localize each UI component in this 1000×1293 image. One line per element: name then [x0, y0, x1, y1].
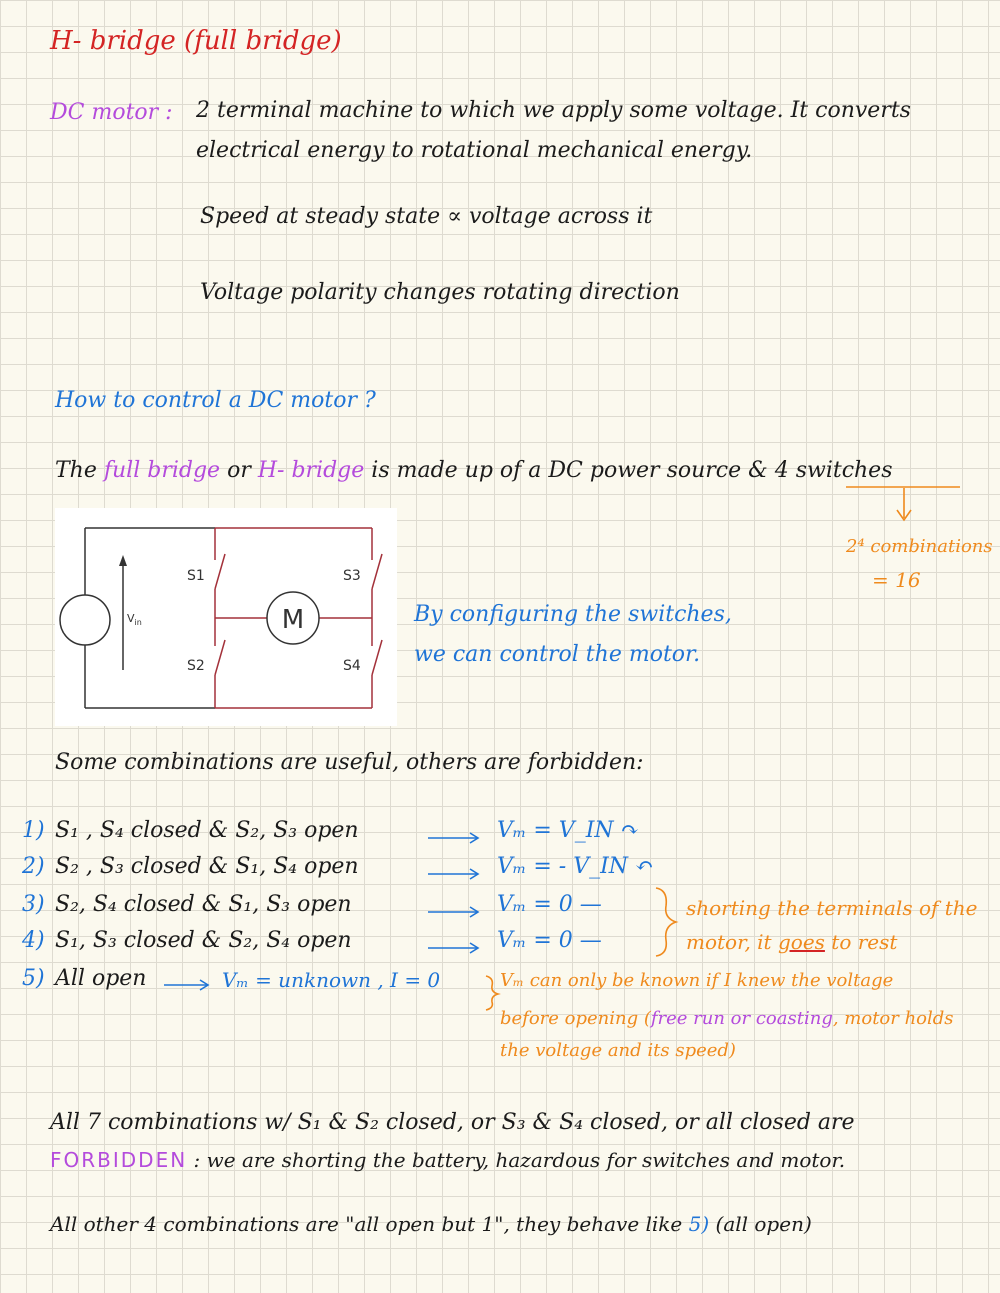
row-5-note-before: before opening (: [500, 1008, 651, 1029]
shorting-note-line1: shorting the terminals of the: [686, 896, 978, 920]
intro-full-bridge: full bridge: [103, 458, 221, 483]
shorting-brace: [656, 888, 676, 956]
switch-s2-label: S2: [187, 658, 205, 674]
row-4-number: 4): [22, 928, 45, 953]
row-5-brace: [486, 976, 498, 1010]
intro-the: The: [55, 458, 97, 483]
control-question-heading: How to control a DC motor ?: [55, 388, 376, 413]
combinations-count-note: 2⁴ combinations: [846, 536, 993, 557]
switch-s3-label: S3: [343, 568, 361, 584]
combinations-count-value: = 16: [872, 568, 921, 592]
vin-label: $V_{in}$: [127, 612, 142, 627]
row-2-number: 2): [22, 854, 45, 879]
row-1-number: 1): [22, 818, 45, 843]
dc-motor-definition-line2: electrical energy to rotational mechanical energy.: [196, 138, 753, 163]
intro-or: or: [227, 458, 251, 483]
row-5-note-line1: Vₘ can only be known if I knew the voltage: [500, 970, 894, 991]
dc-motor-label: DC motor :: [50, 100, 173, 125]
row-3-result: Vₘ = 0 —: [497, 892, 602, 917]
motor-label: M: [281, 605, 305, 635]
other-combinations-text: All other 4 combinations are "all open but 1", they behave like: [50, 1212, 683, 1236]
row-5-switch-state: All open: [55, 966, 147, 991]
configure-note-line1: By configuring the switches,: [414, 602, 732, 627]
polarity-line: Voltage polarity changes rotating direction: [200, 280, 680, 305]
intro-switches: 4 switches: [774, 458, 893, 483]
row-5-note-free-run: free run or coasting: [650, 1008, 833, 1029]
switch-s4-label: S4: [343, 658, 361, 674]
shorting-note-motor: motor, it: [686, 930, 772, 954]
row-2-switch-state: S₂ , S₃ closed & S₁, S₄ open: [55, 854, 359, 879]
row-1-switch-state: S₁ , S₄ closed & S₂, S₃ open: [55, 818, 359, 843]
dc-motor-definition-line1: 2 terminal machine to which we apply some voltage. It converts: [196, 98, 911, 123]
combinations-heading: Some combinations are useful, others are forbidden:: [55, 750, 644, 775]
row-5-number: 5): [22, 966, 45, 991]
row-1-result: Vₘ = V_IN ↷: [497, 818, 640, 843]
shorting-note-goes: goes: [777, 930, 825, 954]
switch-s1-label: S1: [187, 568, 205, 584]
forbidden-explanation: : we are shorting the battery, hazardous for switches and motor.: [193, 1148, 846, 1172]
intro-h-bridge: H- bridge: [257, 458, 365, 483]
row-4-switch-state: S₁, S₃ closed & S₂, S₄ open: [55, 928, 352, 953]
forbidden-line1: All 7 combinations w/ S₁ & S₂ closed, or S₃ & S₄ closed, or all closed are: [50, 1110, 855, 1135]
other-combinations-ref: 5): [688, 1212, 710, 1236]
intro-rest: is made up of a DC power source &: [371, 458, 768, 483]
row-4-result: Vₘ = 0 —: [497, 928, 602, 953]
row-5-result: Vₘ = unknown , I = 0: [222, 968, 441, 992]
row-3-number: 3): [22, 892, 45, 917]
row-2-result: Vₘ = - V_IN ↶: [497, 854, 654, 879]
row-3-switch-state: S₂, S₄ closed & S₁, S₃ open: [55, 892, 352, 917]
page-title: H- bridge (full bridge): [50, 26, 342, 56]
other-combinations-tail: (all open): [715, 1212, 812, 1236]
row-5-note-line3: the voltage and its speed): [500, 1040, 736, 1061]
forbidden-word: FORBIDDEN: [50, 1148, 188, 1172]
row-5-note-holds: , motor holds: [832, 1008, 954, 1029]
speed-proportional-line: Speed at steady state ∝ voltage across it: [200, 204, 653, 229]
configure-note-line2: we can control the motor.: [414, 642, 701, 667]
shorting-note-rest: to rest: [831, 930, 898, 954]
